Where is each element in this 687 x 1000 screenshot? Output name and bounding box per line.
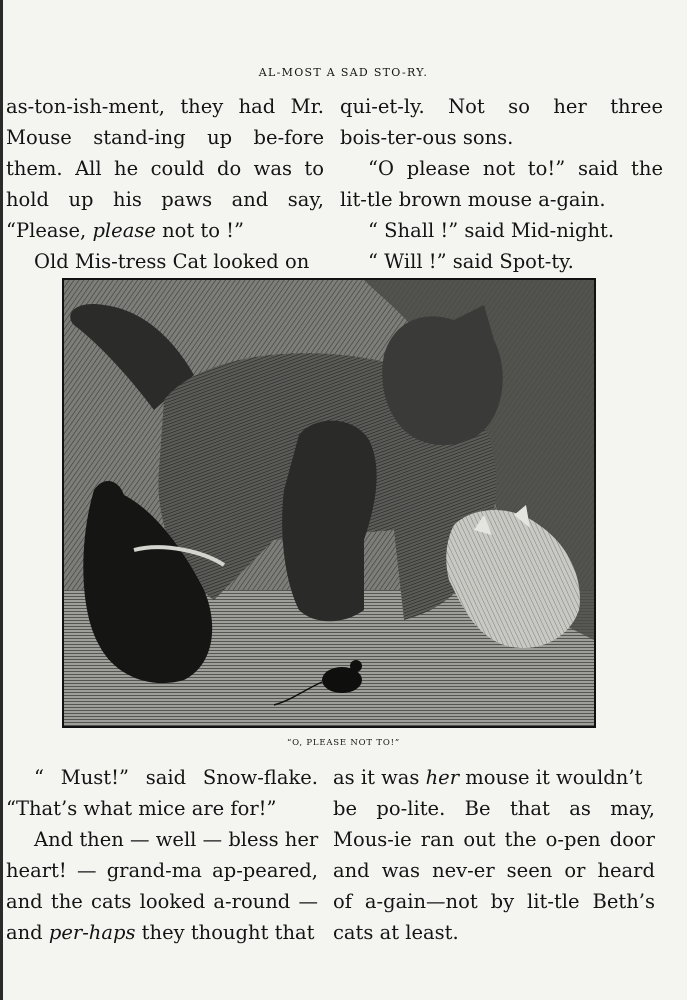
text-line: cats at least. (333, 921, 459, 944)
text-line (333, 762, 655, 793)
text-line: And then — well — bless her (34, 828, 319, 851)
text-run: they thought that (135, 921, 315, 944)
text-column-bottom-right (333, 762, 655, 948)
text-column-top-right (340, 91, 663, 277)
text-line: “ Must!” said Snow-flake. (34, 766, 318, 789)
text-line: hold up his paws and say, (6, 188, 324, 211)
page-edge (0, 0, 3, 1000)
text-run: mouse it wouldn’t (459, 766, 643, 789)
engraving-illustration (62, 278, 596, 728)
text-line (6, 215, 324, 246)
italic-word: her (425, 766, 460, 789)
text-line: “ Shall !” said Mid-night. (368, 219, 615, 242)
text-line: qui-et-ly. Not so her three (340, 95, 663, 118)
text-column-bottom-left (6, 762, 318, 948)
text-line: lit-tle brown mouse a-gain. (340, 188, 606, 211)
text-line (6, 917, 318, 948)
text-run: not to !” (155, 219, 244, 242)
text-line: Mouse stand-ing up be-fore (6, 126, 324, 149)
text-line: as-ton-ish-ment, they had Mr. (6, 95, 324, 118)
cats-and-mouse-engraving (64, 280, 594, 726)
text-line: heart! — grand-ma ap-peared, (6, 859, 318, 882)
text-run: and (6, 921, 49, 944)
text-line: Mous-ie ran out the o-pen door (333, 828, 655, 851)
text-line: and the cats looked a-round — (6, 890, 318, 913)
text-run: “Please, (6, 219, 93, 242)
text-line: of a-gain—not by lit-tle Beth’s (333, 890, 655, 913)
text-line: be po-lite. Be that as may, (333, 797, 655, 820)
text-column-top-left (6, 91, 324, 277)
text-line: “O please not to!” said the (368, 157, 663, 180)
text-line: Old Mis-tress Cat looked on (34, 250, 310, 273)
text-line: “That’s what mice are for!” (6, 797, 277, 820)
italic-word: please (92, 219, 156, 242)
running-head: AL-MOST A SAD STO-RY. (258, 66, 429, 79)
text-line: them. All he could do was to (6, 157, 324, 180)
italic-word: per-haps (48, 921, 136, 944)
text-line: “ Will !” said Spot-ty. (368, 250, 574, 273)
text-line: and was nev-er seen or heard (333, 859, 655, 882)
text-run: as it was (333, 766, 426, 789)
text-line: bois-ter-ous sons. (340, 126, 514, 149)
illustration-caption: “O, PLEASE NOT TO!” (286, 738, 401, 748)
